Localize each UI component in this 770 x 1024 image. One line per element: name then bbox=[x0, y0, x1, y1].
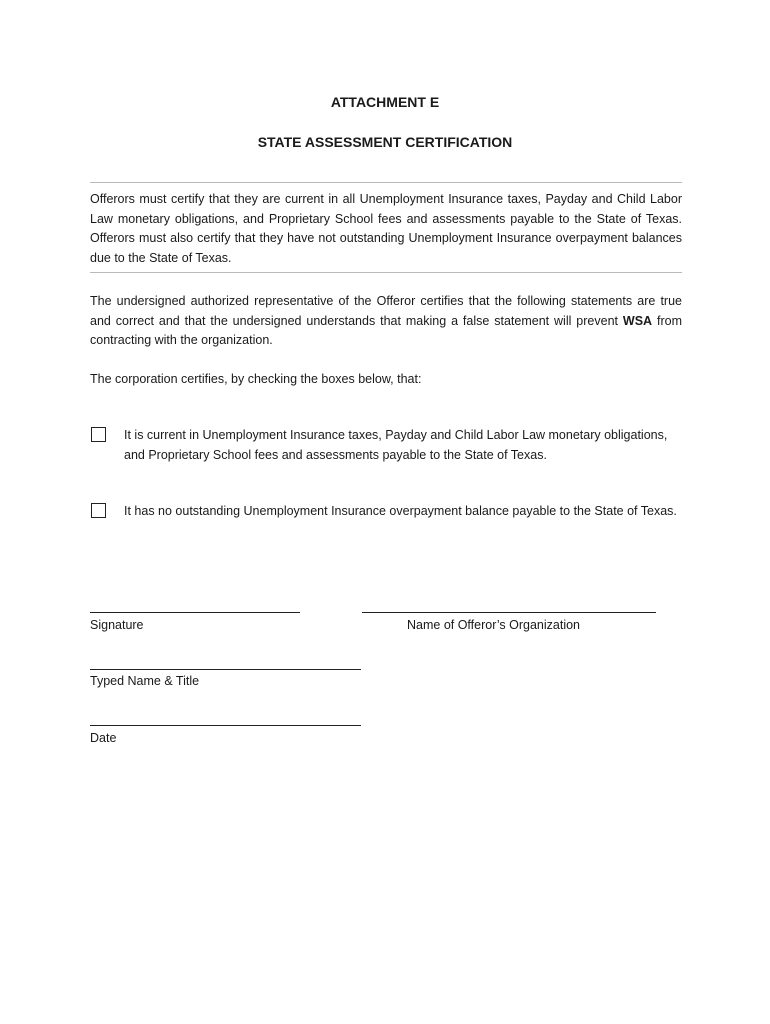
undersigned-text-bold: WSA bbox=[622, 313, 653, 328]
undersigned-text-before: The undersigned authorized representative of the Offeror certifies that the following statements are true and correct and that the undersigned understands that making a false statement will prevent bbox=[90, 294, 682, 328]
checkbox-current-obligations[interactable] bbox=[91, 427, 106, 442]
date-label: Date bbox=[90, 731, 117, 745]
typed-name-title-line[interactable] bbox=[90, 669, 361, 670]
checkbox-label-no-overpayment: It has no outstanding Unemployment Insurance overpayment balance payable to the State of Texas. bbox=[124, 504, 677, 518]
checkbox-no-overpayment[interactable] bbox=[91, 503, 106, 518]
organization-name-line[interactable] bbox=[362, 612, 656, 613]
signature-line[interactable] bbox=[90, 612, 300, 613]
document-title: ATTACHMENT E bbox=[330, 94, 440, 110]
date-line[interactable] bbox=[90, 725, 361, 726]
corporation-paragraph: The corporation certifies, by checking the boxes below, that: bbox=[90, 372, 422, 386]
undersigned-text-after: from contracting with the organization. bbox=[90, 313, 682, 347]
undersigned-paragraph bbox=[90, 292, 682, 351]
signature-label: Signature bbox=[90, 618, 144, 632]
document-subtitle: STATE ASSESSMENT CERTIFICATION bbox=[257, 134, 513, 150]
organization-name-label: Name of Offeror’s Organization bbox=[407, 618, 580, 632]
checkbox-label-current-obligations: It is current in Unemployment Insurance taxes, Payday and Child Labor Law monetary obligations, and Proprietary School fees and assessments payable to the State of Texas. bbox=[124, 428, 668, 462]
typed-name-title-label: Typed Name & Title bbox=[90, 674, 200, 688]
intro-paragraph: Offerors must certify that they are current in all Unemployment Insurance taxes, Payday and Child Labor Law monetary obligations, and Proprietary School fees and assessments payable to the State of Texas. Offerors must also certify that they have not outstanding Unemployment Insurance overpayment balances due to the State of Texas. bbox=[90, 192, 682, 265]
intro-bottom-rule bbox=[90, 272, 682, 273]
intro-top-rule bbox=[90, 182, 682, 183]
